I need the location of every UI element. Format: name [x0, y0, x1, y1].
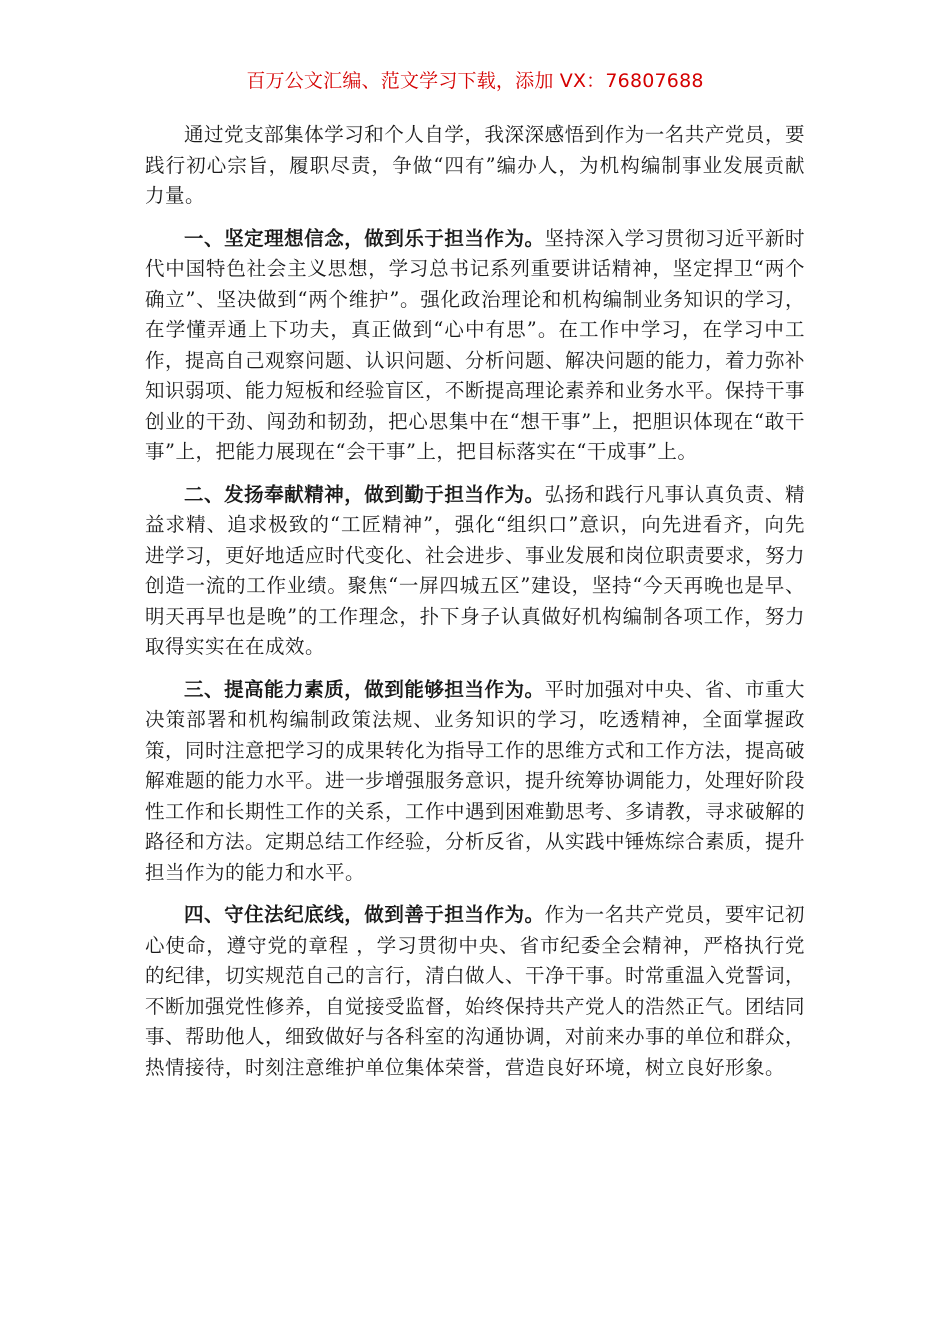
promo-banner: 百万公文汇编、范文学习下载，添加 VX：76807688: [246, 70, 704, 92]
section-heading-4: 四、守住法纪底线，做到善于担当作为。: [184, 903, 545, 926]
section-paragraph-1: [145, 224, 805, 468]
section-body-1: 坚持深入学习贯彻习近平新时代中国特色社会主义思想，学习总书记系列重要讲话精神，坚定捍卫“两个确立”、坚决做到“两个维护”。强化政治理论和机构编制业务知识的学习，在学懂弄通上下功夫，真正做到“心中有思”。在工作中学习，在学习中工作，提高自己观察问题、认识问题、分析问题、解决问题的能力，着力弥补知识弱项、能力短板和经验盲区，不断提高理论素养和业务水平。保持干事创业的干劲、闯劲和韧劲，把心思集中在“想干事”上，把胆识体现在“敢干事”上，把能力展现在“会干事”上，把目标落实在“干成事”上。: [145, 226, 806, 463]
section-paragraph-3: [145, 675, 805, 889]
section-heading-3: 三、提高能力素质，做到能够担当作为。: [184, 677, 545, 701]
section-heading-2: 二、发扬奉献精神，做到勤于担当作为。: [184, 482, 545, 506]
section-paragraph-2: [145, 480, 805, 663]
section-heading-1: 一、坚定理想信念，做到乐于担当作为。: [184, 226, 545, 250]
document-body: [145, 120, 805, 1095]
intro-paragraph: 通过党支部集体学习和个人自学，我深深感悟到作为一名共产党员，要践行初心宗旨，履职尽责，争做“四有”编办人，为机构编制事业发展贡献力量。: [145, 123, 805, 207]
section-body-4: 作为一名共产党员，要牢记初心使命，遵守党的章程 ，学习贯彻中央、省市纪委全会精神，严格执行党的纪律，切实规范自己的言行，清白做人、干净干事。时常重温入党誓词，不断加强党性修养，自觉接受监督，始终保持共产党人的浩然正气。团结同事、帮助他人，细致做好与各科室的沟通协调，对前来办事的单位和群众，热情接待，时刻注意维护单位集体荣誉，营造良好环境，树立良好形象。: [145, 903, 806, 1079]
section-paragraph-4: [145, 900, 805, 1083]
section-body-3: 平时加强对中央、省、市重大决策部署和机构编制政策法规、业务知识的学习，吃透精神，全面掌握政策，同时注意把学习的成果转化为指导工作的思维方式和工作方法，提高破解难题的能力水平。进一步增强服务意识，提升统筹协调能力，处理好阶段性工作和长期性工作的关系，工作中遇到困难勤思考、多请教，寻求破解的路径和方法。定期总结工作经验，分析反省，从实践中锤炼综合素质，提升担当作为的能力和水平。: [145, 677, 806, 884]
section-body-2: 弘扬和践行凡事认真负责、精益求精、追求极致的“工匠精神”，强化“组织口”意识，向先进看齐，向先进学习，更好地适应时代变化、社会进步、事业发展和岗位职责要求，努力创造一流的工作业绩。聚焦“一屏四城五区”建设，坚持“今天再晚也是早、明天再早也是晚”的工作理念，扑下身子认真做好机构编制各项工作，努力取得实实在在成效。: [145, 482, 806, 658]
